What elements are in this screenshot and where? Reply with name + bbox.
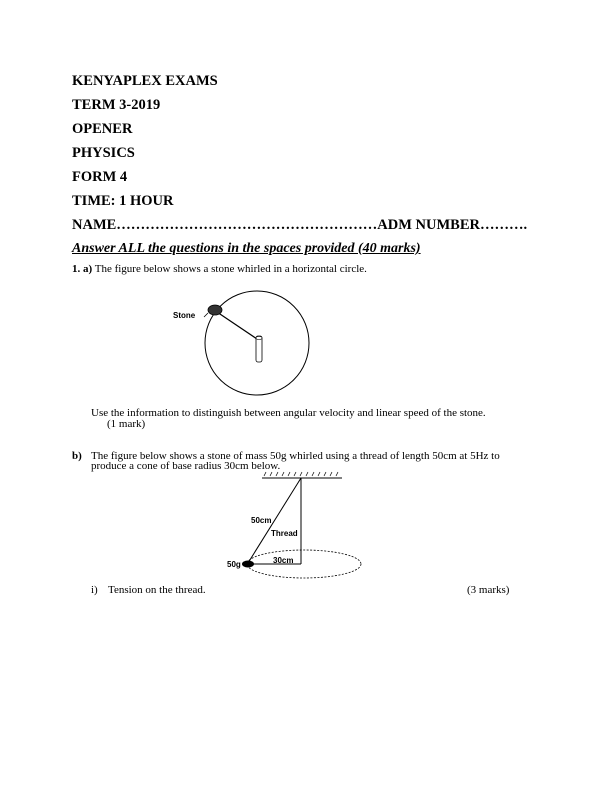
q1b-i-number: i) [91,584,98,596]
q1a-number: 1. a) [72,263,93,275]
q1a-question: Use the information to distinguish between angular velocity and linear speed of the stone. [91,407,486,419]
stone-label: Stone [173,311,196,320]
instructions: Answer ALL the questions in the spaces provided (40 marks) [72,241,421,256]
subject: PHYSICS [72,145,135,161]
q1b-i-text: Tension on the thread. [108,584,206,596]
q1a-marks: (1 mark) [107,418,146,430]
thread-label: Thread [271,529,298,538]
exam-type: OPENER [72,121,133,137]
time: TIME: 1 HOUR [72,193,174,209]
q1a-text: The figure below shows a stone whirled in a horizontal circle. [94,263,367,275]
term: TERM 3-2019 [72,97,161,113]
mass-label: 50g [227,560,241,569]
form: FORM 4 [72,169,128,185]
q1b-text-line2: produce a cone of base radius 30cm below. [91,460,281,472]
q1b-i-marks: (3 marks) [467,584,510,596]
school-name: KENYAPLEX EXAMS [72,73,218,89]
radius-label: 30cm [273,556,294,565]
q1b-number: b) [72,450,82,462]
name-adm-line: NAME………………………………………………ADM NUMBER………. [72,217,528,233]
length-label: 50cm [251,516,272,525]
q1b-text-line1: The figure below shows a stone of mass 50g whirled using a thread of length 50cm at 5Hz to [91,450,500,462]
